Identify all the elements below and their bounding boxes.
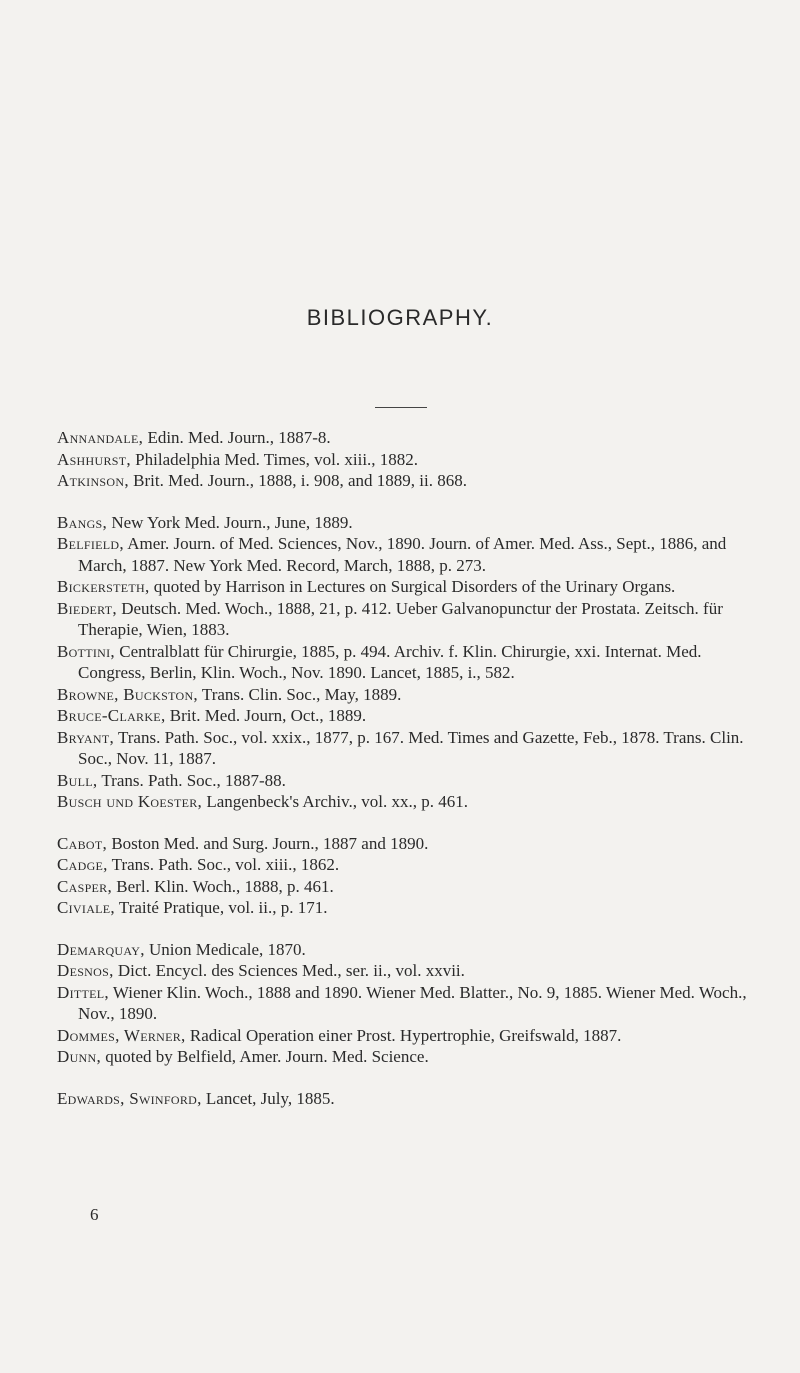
entry-author: Browne, Buckston, (57, 684, 198, 704)
entry-citation: New York Med. Journ., June, 1889. (107, 512, 353, 532)
entry-citation: Brit. Med. Journ, Oct., 1889. (165, 706, 367, 725)
bibliography-entry (57, 705, 772, 727)
bibliography-entry (57, 982, 772, 1025)
entry-citation: Dict. Encycl. des Sciences Med., ser. ii., vol. xxvii. (113, 961, 465, 980)
entry-author: Bottini, (57, 641, 115, 661)
entry-author: Cadge, (57, 855, 108, 874)
bibliography-entry (57, 791, 772, 813)
entry-citation: Lancet, July, 1885. (201, 1088, 335, 1108)
entry-citation: Amer. Journ. of Med. Sciences, Nov., 1890. Journ. of Amer. Med. Ass., Sept., 1886, and March, 1887. New York Med. Record, March, 1888, p. 273. (78, 534, 727, 575)
entry-author: Casper, (57, 876, 113, 896)
bibliography-entry (57, 684, 772, 706)
entry-citation: Union Medicale, 1870. (144, 939, 306, 959)
bibliography-entry (57, 598, 772, 641)
bibliography-entry (57, 876, 772, 898)
entry-citation: Centralblatt für Chirurgie, 1885, p. 494. Archiv. f. Klin. Chirurgie, xxi. Internat. Med. Congress, Berlin, Klin. Woch., Nov. 1890. Lancet, 1885, i., 582. (78, 641, 702, 682)
bibliography-entry (57, 1088, 772, 1110)
entry-citation: Philadelphia Med. Times, vol. xiii., 1882. (130, 449, 419, 469)
page-signature: 6 (90, 1205, 99, 1224)
entry-author: Dittel, (57, 982, 109, 1002)
entry-author: Ashhurst, (57, 449, 131, 469)
entry-author: Bruce-Clarke, (57, 706, 166, 725)
entry-author: Atkinson, (57, 471, 129, 490)
bibliography-entry (57, 897, 772, 919)
entry-citation: Berl. Klin. Woch., 1888, p. 461. (112, 876, 334, 896)
entry-citation: Trans. Clin. Soc., May, 1889. (197, 684, 402, 704)
bibliography-entry (57, 770, 772, 792)
bibliography-entry (57, 427, 772, 449)
entry-author: Demarquay, (57, 939, 145, 959)
title-rule (375, 407, 427, 408)
bibliography-entry (57, 939, 772, 961)
bibliography-entry (57, 1046, 772, 1068)
entry-author: Bryant, (57, 727, 115, 747)
entry-author: Dommes, Werner, (57, 1025, 186, 1045)
bibliography-entry (57, 960, 772, 982)
entry-citation: Brit. Med. Journ., 1888, i. 908, and 1889, ii. 868. (128, 471, 468, 490)
letter-group (57, 939, 772, 1068)
entry-citation: Trans. Path. Soc., 1887-88. (97, 770, 286, 790)
entry-author: Bangs, (57, 512, 108, 532)
entry-citation: Edin. Med. Journ., 1887-8. (143, 428, 331, 447)
entry-author: Bickersteth, (57, 577, 150, 596)
letter-group (57, 833, 772, 919)
entry-citation: Trans. Path. Soc., vol. xiii., 1862. (107, 855, 340, 874)
bibliography-entry (57, 512, 772, 534)
entry-author: Edwards, Swinford, (57, 1088, 202, 1108)
bibliography-entry (57, 727, 772, 770)
bibliography-entry (57, 854, 772, 876)
letter-group (57, 1088, 772, 1110)
bibliography-entry (57, 576, 772, 598)
entry-citation: quoted by Belfield, Amer. Journ. Med. Science. (101, 1047, 429, 1066)
entry-author: Belfield, (57, 534, 124, 553)
entry-author: Cabot, (57, 833, 108, 853)
entry-citation: quoted by Harrison in Lectures on Surgical Disorders of the Urinary Organs. (149, 577, 676, 596)
letter-group (57, 427, 772, 492)
entry-author: Busch und Koester, (57, 792, 203, 811)
bibliography-entry (57, 449, 772, 471)
entry-citation: Radical Operation einer Prost. Hypertrophie, Greifswald, 1887. (185, 1025, 622, 1045)
bibliography-entry (57, 533, 772, 576)
entry-citation: Langenbeck's Archiv., vol. xx., p. 461. (202, 792, 468, 811)
bibliography-entry (57, 470, 772, 492)
entry-author: Civiale, (57, 898, 115, 917)
page-title: BIBLIOGRAPHY. (306, 305, 494, 330)
entry-author: Desnos, (57, 961, 114, 980)
entry-author: Bull, (57, 770, 98, 790)
entry-author: Biedert, (57, 598, 117, 618)
bibliography-entry (57, 641, 772, 684)
entry-citation: Boston Med. and Surg. Journ., 1887 and 1890. (107, 833, 429, 853)
letter-group (57, 512, 772, 813)
entry-citation: Traité Pratique, vol. ii., p. 171. (114, 898, 328, 917)
entry-author: Annandale, (57, 428, 144, 447)
entry-citation: Wiener Klin. Woch., 1888 and 1890. Wiener Med. Blatter., No. 9, 1885. Wiener Med. Woch., Nov., 1890. (78, 982, 747, 1023)
bibliography-entry (57, 1025, 772, 1047)
entry-author: Dunn, (57, 1047, 102, 1066)
bibliography-list (57, 427, 772, 1129)
entry-citation: Trans. Path. Soc., vol. xxix., 1877, p. 167. Med. Times and Gazette, Feb., 1878. Trans. Clin. Soc., Nov. 11, 1887. (78, 727, 744, 768)
bibliography-entry (57, 833, 772, 855)
entry-citation: Deutsch. Med. Woch., 1888, 21, p. 412. Ueber Galvanopunctur der Prostata. Zeitsch. für Therapie, Wien, 1883. (78, 598, 723, 639)
